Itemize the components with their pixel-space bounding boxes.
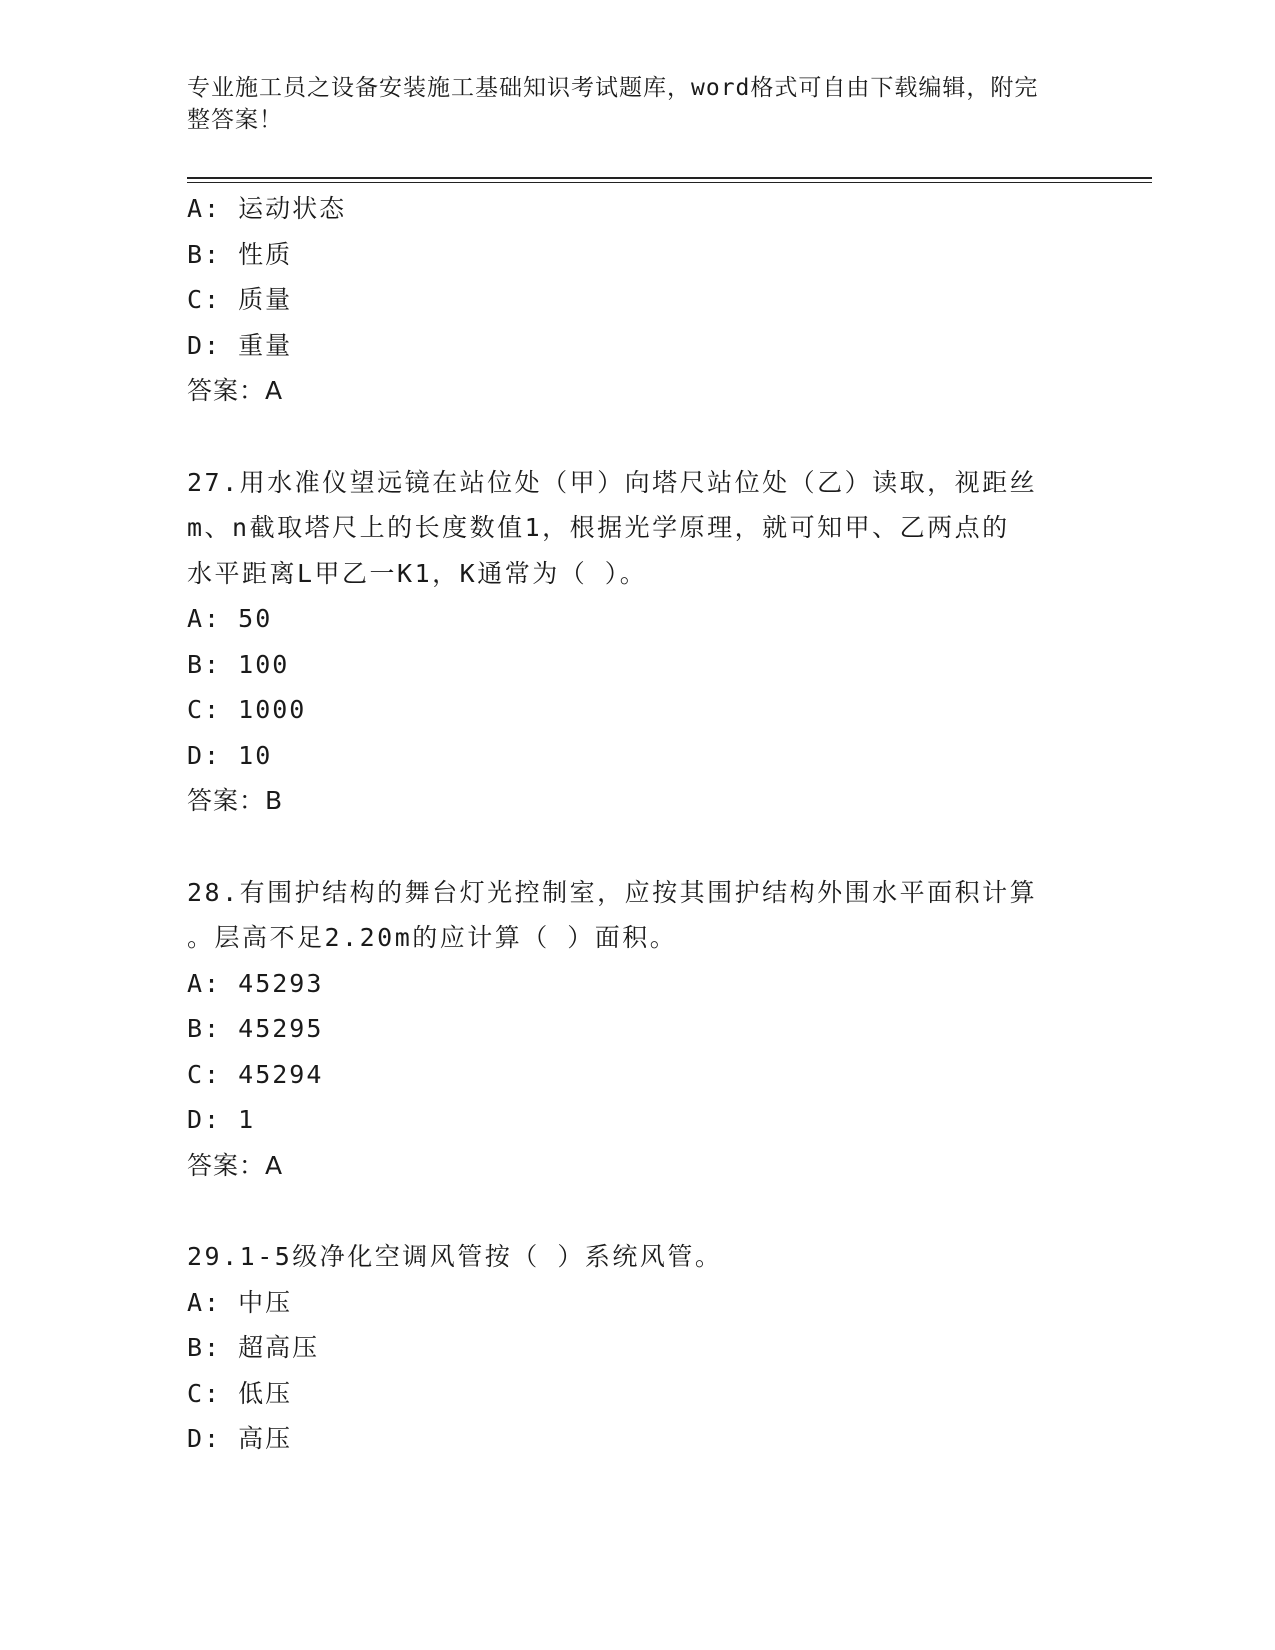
option-b: B: 性质 (187, 239, 293, 269)
option-b: B: 45295 (187, 1014, 324, 1043)
answer-line: 答案：A (187, 376, 284, 405)
option-c: C: 45294 (187, 1059, 324, 1089)
question-text-line: 水平距离L甲乙一K1，K通常为（ ）。 (187, 558, 648, 588)
question-text (187, 460, 1067, 597)
option-d: D: 高压 (187, 1424, 293, 1453)
header-divider-thick (187, 177, 1152, 179)
header-line-2: 整答案！ (187, 107, 283, 133)
option-a: A: 中压 (187, 1287, 293, 1317)
question-text-line: m、n截取塔尺上的长度数值1，根据光学原理，就可知甲、乙两点的 (187, 513, 1010, 542)
question-text (187, 1234, 1067, 1280)
option-d: D: 重量 (187, 330, 293, 360)
option-c: C: 低压 (187, 1378, 293, 1408)
option-d: D: 1 (187, 1105, 256, 1134)
answer-line: 答案：B (187, 786, 284, 815)
option-c: C: 质量 (187, 285, 293, 314)
question-text-line: 27.用水准仪望远镜在站位处（甲）向塔尺站位处（乙）读取，视距丝 (187, 467, 1038, 497)
spacer (187, 1188, 1087, 1234)
question-list (187, 186, 1087, 1462)
option-a: A: 运动状态 (187, 194, 347, 223)
option-c: C: 1000 (187, 695, 307, 724)
question-text (187, 870, 1067, 961)
document-header (187, 72, 1067, 136)
option-d: D: 10 (187, 740, 273, 770)
spacer (187, 414, 1087, 460)
header-line-1: 专业施工员之设备安装施工基础知识考试题库，word格式可自由下载编辑，附完 (187, 75, 1039, 101)
option-b: B: 100 (187, 649, 290, 679)
answer-line: 答案：A (187, 1150, 284, 1180)
option-a: A: 45293 (187, 968, 324, 998)
spacer (187, 824, 1087, 870)
question-text-line: 28.有围护结构的舞台灯光控制室，应按其围护结构外围水平面积计算 (187, 877, 1038, 907)
header-divider-thin (187, 182, 1152, 183)
question-block-28 (187, 870, 1087, 1189)
question-block-26-options (187, 186, 1087, 414)
option-b: B: 超高压 (187, 1333, 320, 1362)
question-text-line: 29.1-5级净化空调风管按（ ）系统风管。 (187, 1242, 723, 1271)
question-text-line: 。层高不足2.20m的应计算（ ）面积。 (187, 923, 678, 952)
question-block-27 (187, 460, 1087, 824)
option-a: A: 50 (187, 604, 273, 633)
question-block-29 (187, 1234, 1087, 1462)
